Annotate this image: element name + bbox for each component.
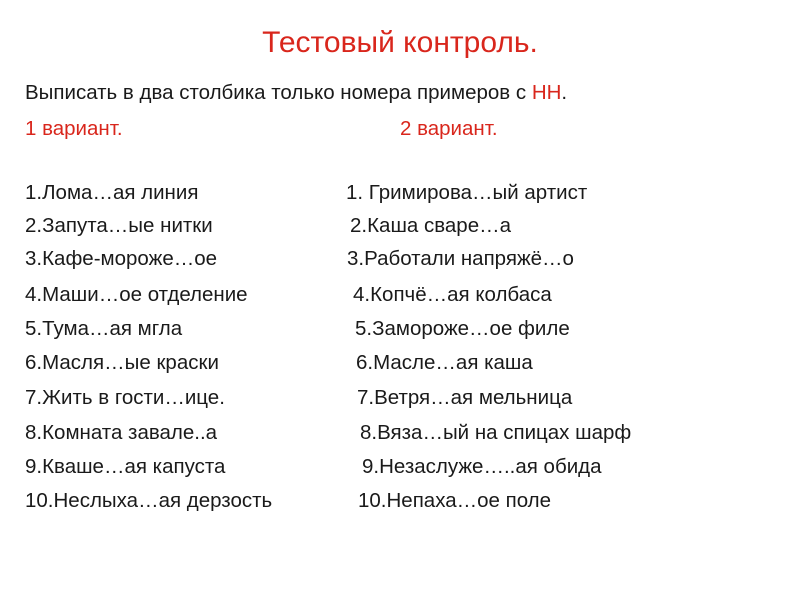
variant1-item: 4.Маши…ое отделение: [25, 283, 248, 306]
variant1-item: 6.Масля…ые краски: [25, 351, 219, 374]
variant2-item: 2.Каша сваре…а: [350, 214, 511, 237]
variant1-item: 2.Запута…ые нитки: [25, 214, 213, 237]
variant2-item: 9.Незаслуже…..ая обида: [362, 455, 602, 478]
variant2-item: 3.Работали напряжё…о: [347, 247, 574, 270]
variant2-label: 2 вариант.: [400, 117, 498, 140]
variant2-item: 5.Замороже…ое филе: [355, 317, 570, 340]
instruction-suffix: .: [561, 81, 568, 104]
instruction-highlight: НН: [531, 81, 562, 104]
variant2-item: 4.Копчё…ая колбаса: [353, 283, 552, 306]
variant1-item: 8.Комната завале..а: [25, 421, 218, 444]
variant1-item: 9.Кваше…ая капуста: [25, 455, 226, 478]
variant2-item: 10.Непаха…ое поле: [358, 489, 552, 512]
variant2-item: 6.Масле…ая каша: [356, 351, 533, 374]
variant1-item: 5.Тума…ая мгла: [25, 317, 183, 340]
slide-title: Тестовый контроль.: [262, 26, 538, 59]
variant2-item: 1. Гримирова…ый артист: [346, 181, 588, 204]
instruction-line: [25, 80, 567, 106]
variant1-item: 1.Лома…ая линия: [25, 181, 199, 204]
variant2-item: 7.Ветря…ая мельница: [357, 386, 573, 409]
variant2-item: 8.Вяза…ый на спицах шарф: [360, 421, 632, 444]
variant1-label: 1 вариант.: [25, 117, 123, 140]
variant1-item: 10.Неслыха…ая дерзость: [25, 489, 273, 512]
variant1-item: 3.Кафе-мороже…ое: [25, 247, 218, 270]
instruction-prefix: Выписать в два столбика только номера примеров с: [25, 81, 532, 104]
variant1-item: 7.Жить в гости…ице.: [25, 386, 225, 409]
